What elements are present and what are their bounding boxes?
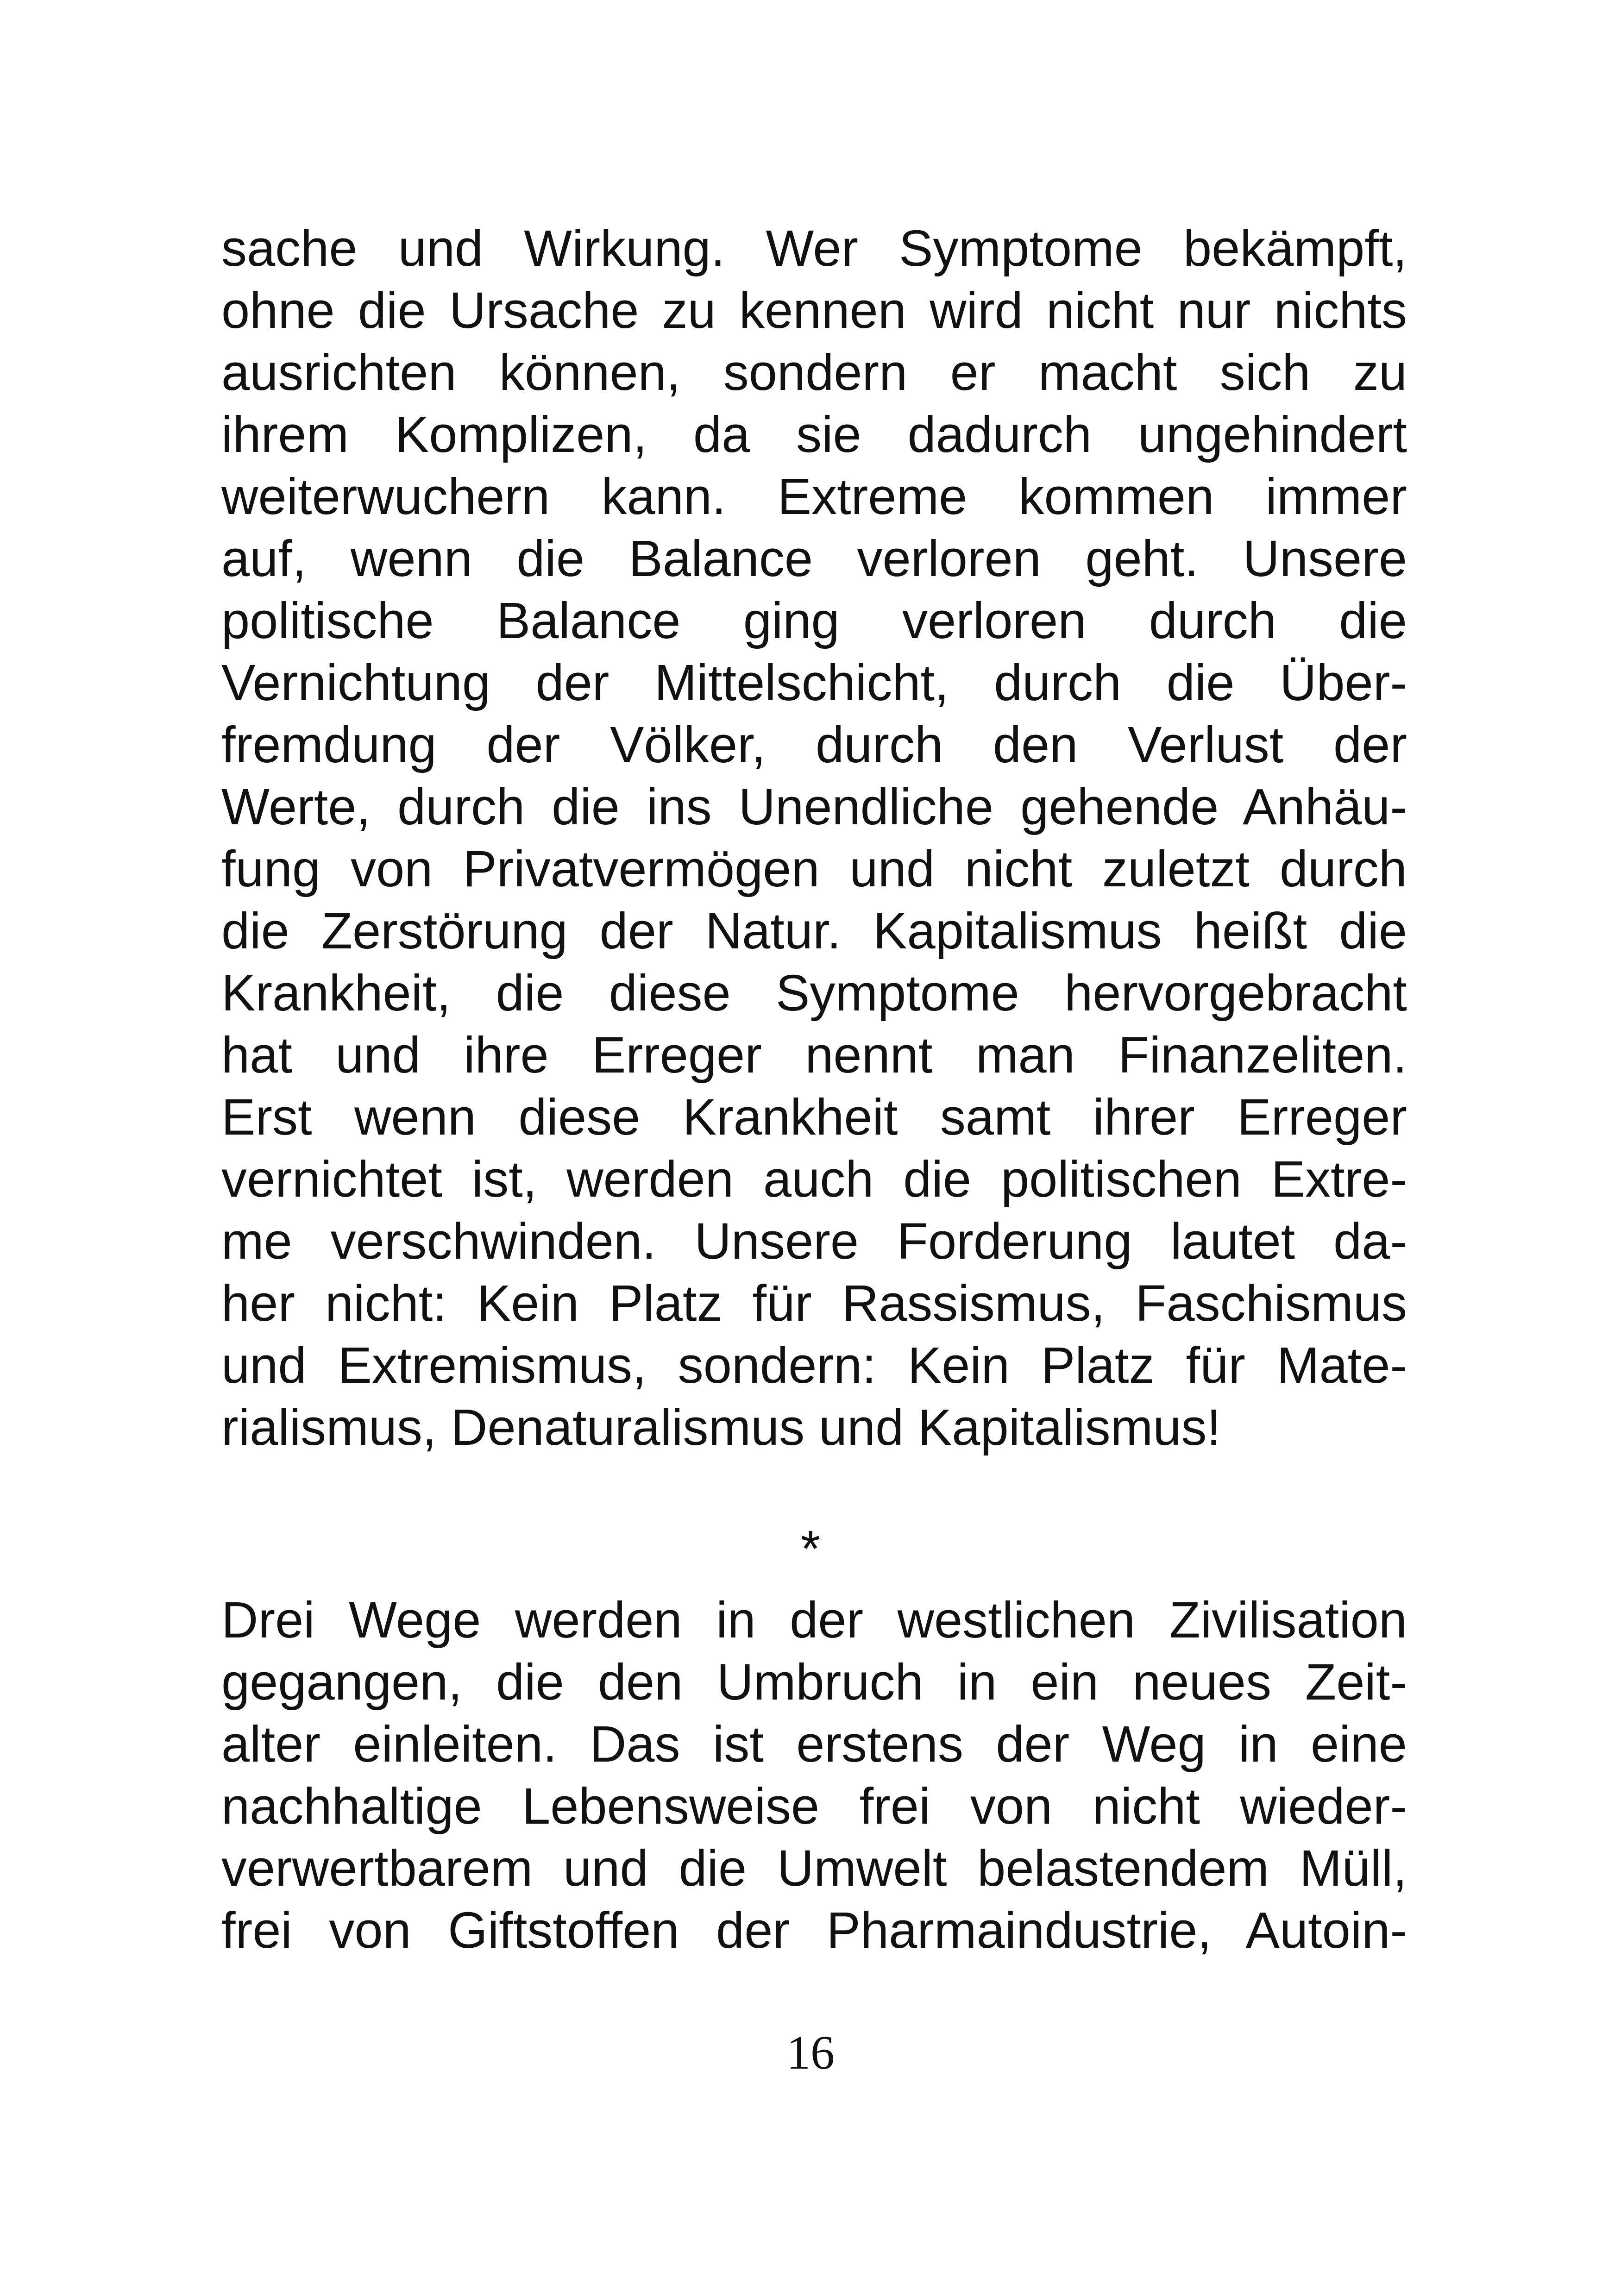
text-line: Krankheit, die diese Symptome hervorgebracht	[221, 965, 1407, 1022]
text-line: ohne die Ursache zu kennen wird nicht nur nichts	[221, 282, 1407, 339]
text-line: die Zerstörung der Natur. Kapitalismus heißt die	[221, 903, 1407, 960]
text-line: Drei Wege werden in der westlichen Zivilisation	[221, 1592, 1407, 1649]
text-line: Werte, durch die ins Unendliche gehende Anhäu-	[221, 778, 1407, 835]
text-line: me verschwinden. Unsere Forderung lautet da-	[221, 1213, 1407, 1270]
text-line: Vernichtung der Mittelschicht, durch die Über-	[221, 654, 1407, 711]
text-line: nachhaltige Lebensweise frei von nicht wieder-	[221, 1778, 1407, 1835]
paragraph-1	[221, 218, 1407, 1459]
text-line: vernichtet ist, werden auch die politischen Extre-	[221, 1151, 1407, 1208]
page-number: 16	[786, 2026, 835, 2079]
text-line: auf, wenn die Balance verloren geht. Unsere	[221, 530, 1407, 587]
text-line: frei von Giftstoffen der Pharmaindustrie, Autoin-	[221, 1902, 1407, 1959]
text-line: gegangen, die den Umbruch in ein neues Zeit-	[221, 1654, 1407, 1711]
text-line: sache und Wirkung. Wer Symptome bekämpft,	[221, 220, 1407, 277]
text-line: politische Balance ging verloren durch die	[221, 592, 1407, 649]
paragraph-2	[221, 1589, 1407, 1962]
text-line: und Extremismus, sondern: Kein Platz für Mate-	[221, 1337, 1407, 1394]
text-line: hat und ihre Erreger nennt man Finanzeliten.	[221, 1027, 1407, 1084]
text-line: alter einleiten. Das ist erstens der Weg in eine	[221, 1716, 1407, 1773]
text-line: rialismus, Denaturalismus und Kapitalismus!	[221, 1399, 1221, 1456]
text-line: fung von Privatvermögen und nicht zuletzt durch	[221, 841, 1407, 897]
text-line: Erst wenn diese Krankheit samt ihrer Erreger	[221, 1089, 1407, 1146]
text-line: her nicht: Kein Platz für Rassismus, Faschismus	[221, 1275, 1407, 1332]
text-line: ihrem Komplizen, da sie dadurch ungehindert	[221, 406, 1407, 463]
text-line: ausrichten können, sondern er macht sich zu	[221, 344, 1407, 401]
text-line: weiterwuchern kann. Extreme kommen immer	[221, 468, 1407, 525]
text-line: fremdung der Völker, durch den Verlust der	[221, 716, 1407, 773]
section-separator: *	[800, 1520, 821, 1577]
text-line: verwertbarem und die Umwelt belastendem Müll,	[221, 1840, 1407, 1897]
